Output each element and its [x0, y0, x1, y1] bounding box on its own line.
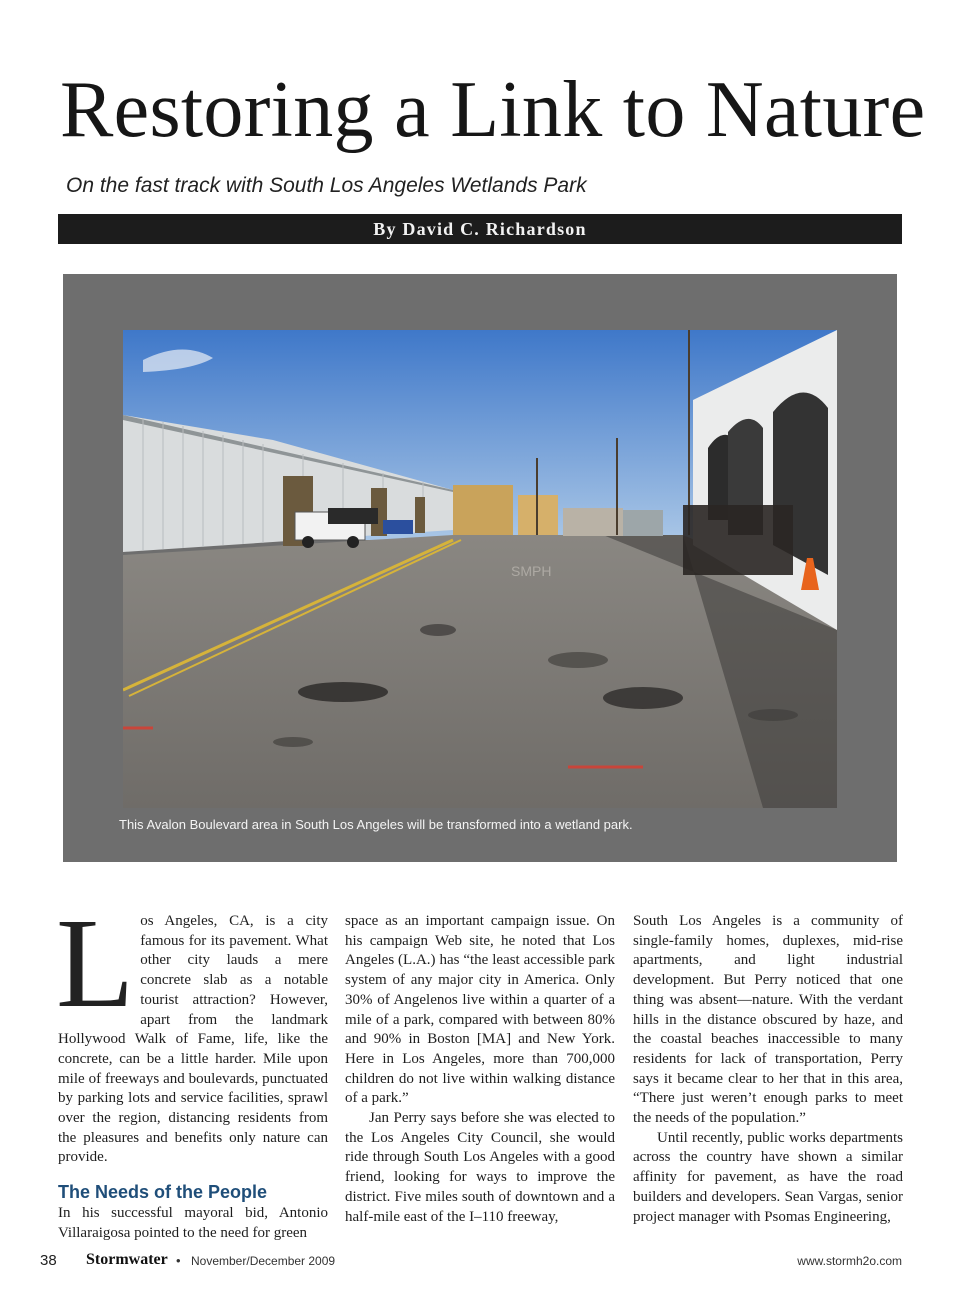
section-heading: The Needs of the People	[58, 1182, 268, 1203]
paragraph: South Los Angeles is a community of single-family homes, duplexes, mid-rise apartments, and light industrial development. But Perry noticed that one thing was absent—nature. With the verdant hills in the distance obscured by haze, and the coastal beaches inaccessible to many residents for lack of transportation, Perry says it became clear to her that in this area, “There just weren’t enough parks to meet the needs of the population.”	[633, 913, 903, 1127]
paragraph: Jan Perry says before she was elected to the Los Angeles City Council, she would ride through South Los Angeles with a good friend, looking for ways to improve the district. Five miles south of downtown and a half-mile east of the I–110 freeway,	[345, 1110, 615, 1225]
street-photo	[123, 330, 837, 808]
street-photo-illustration	[123, 330, 837, 808]
column-3	[633, 912, 903, 1227]
article-title: Restoring a Link to Nature	[60, 66, 926, 154]
street-marking-text: SMPH	[511, 563, 552, 579]
column-2	[345, 912, 615, 1227]
article-subtitle: On the fast track with South Los Angeles Wetlands Park	[66, 174, 587, 197]
byline-text: By David C. Richardson	[373, 218, 587, 239]
photo-caption: This Avalon Boulevard area in South Los Angeles will be transformed into a wetland park.	[119, 817, 633, 832]
page-number: 38	[40, 1252, 57, 1269]
column-1	[56, 892, 328, 1244]
footer-separator: •	[176, 1253, 181, 1268]
byline-bar	[58, 214, 902, 244]
paragraph: space as an important campaign issue. On his campaign Web site, he noted that Los Angeles (L.A.) has “the least accessible park system of any major city in America. Only 30% of Angelenos live within a quarter of a mile of a park, compared with between 80% and 90% in Boston [MA] and New York. Here in Los Angeles, more than 700,000 children do not live within walking distance of a park.”	[345, 913, 615, 1107]
issue-date: November/December 2009	[191, 1254, 336, 1268]
magazine-name: Stormwater	[86, 1251, 168, 1268]
paragraph: In his successful mayoral bid, Antonio Villaraigosa pointed to the need for green	[58, 1205, 328, 1241]
website-url: www.stormh2o.com	[797, 1254, 902, 1268]
photo-frame	[63, 274, 897, 862]
lead-paragraph: os Angeles, CA, is a city famous for its pavement. What other city lauds a mere concrete slab as a notable tourist attraction? However, apart from the landmark Hollywood Walk of Fame, life, like the concrete, can be a little harder. Mile upon mile of freeways and boulevards, punctuated by parking lots and service facilities, sprawl over the region, distancing residents from the pleasures and benefits only nature can provide.	[58, 913, 328, 1166]
paragraph: Until recently, public works departments across the country have shown a similar affinity for pavement, as have the road builders and developers. Sean Vargas, senior project manager with Psomas Engineering,	[633, 1129, 903, 1225]
page-footer	[40, 1252, 902, 1272]
drop-cap: L	[56, 892, 135, 1034]
